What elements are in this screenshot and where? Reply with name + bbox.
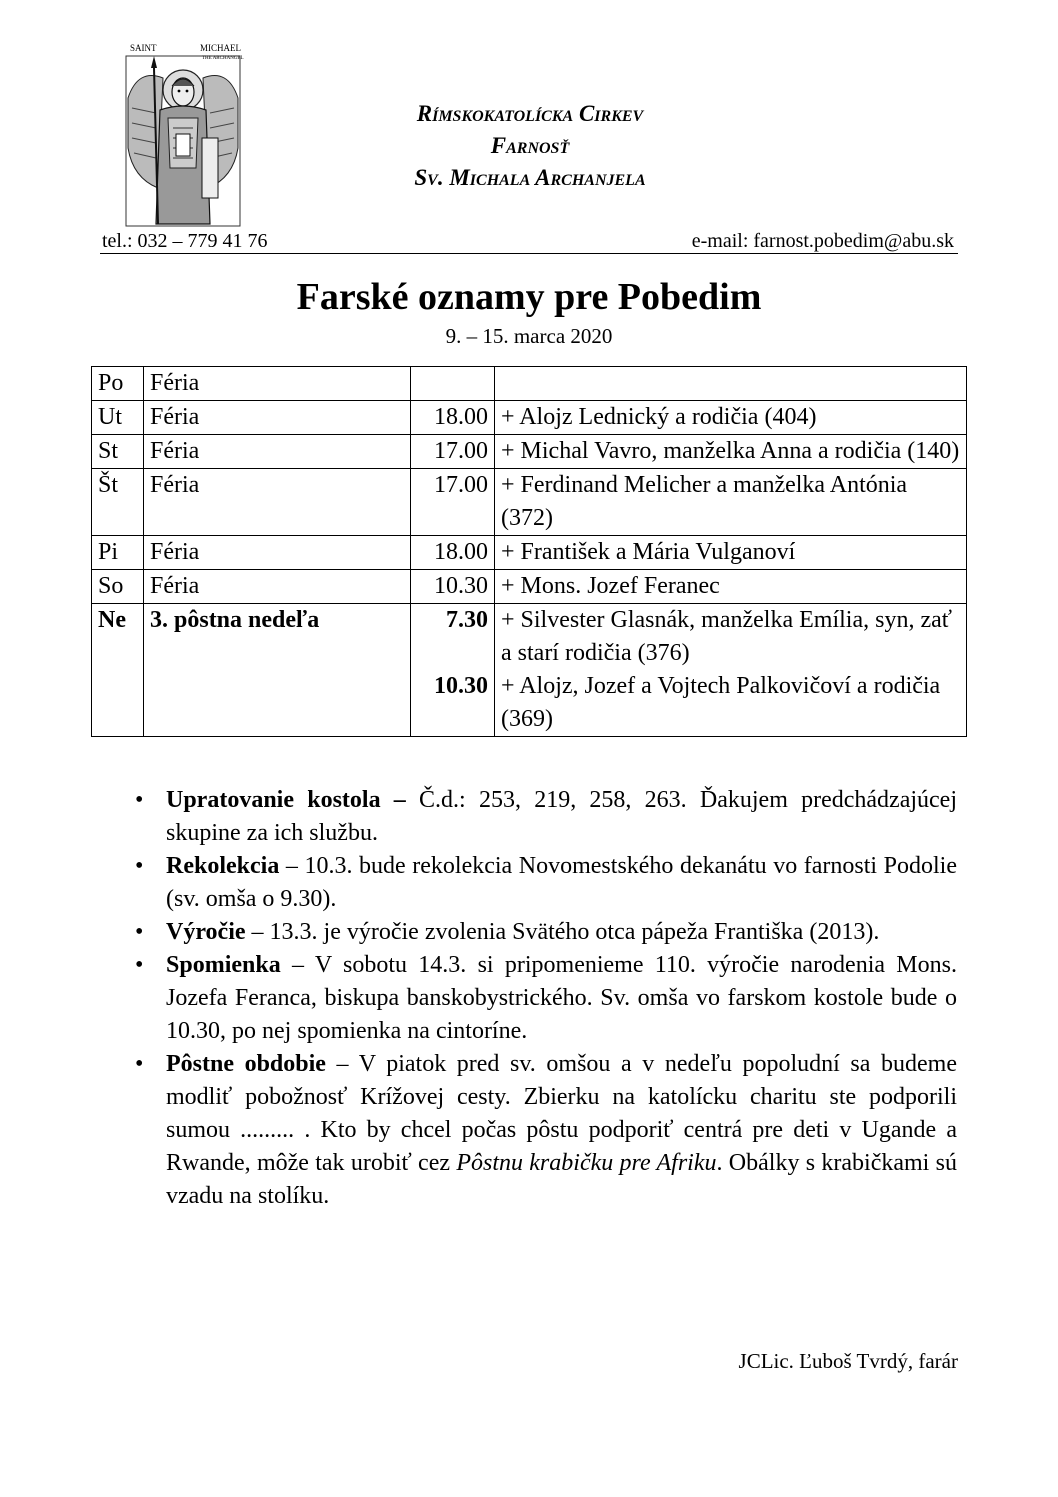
note-heading: Spomienka — [166, 952, 281, 978]
intention-cell — [495, 604, 967, 737]
parish-line1: Rímskokatolícka Cirkev — [416, 101, 644, 126]
table-row — [92, 435, 967, 469]
icon-caption-sub: THE ARCHANGEL — [202, 56, 244, 61]
email-address[interactable]: e-mail: farnost.pobedim@abu.sk — [691, 230, 954, 252]
liturgy-cell: Féria — [144, 401, 411, 435]
time-cell: 17.00 — [411, 469, 495, 536]
day-cell: Ne — [92, 604, 144, 737]
day-cell: Št — [92, 469, 144, 536]
icon-caption-right: MICHAEL — [200, 43, 241, 53]
time-cell: 18.00 — [411, 536, 495, 570]
liturgy-cell: Féria — [144, 367, 411, 401]
list-item — [135, 949, 957, 1048]
intention-cell: + Michal Vavro, manželka Anna a rodičia (140) — [495, 435, 967, 469]
note-heading: Rekolekcia — [166, 853, 280, 879]
day-cell: Po — [92, 367, 144, 401]
day-cell: Ut — [92, 401, 144, 435]
parish-header — [300, 98, 760, 194]
time-second: 10.30 — [434, 673, 488, 699]
day-cell: So — [92, 570, 144, 604]
date-range: 9. – 15. marca 2020 — [445, 324, 613, 348]
announcements-list — [135, 784, 957, 1213]
note-text: – 10.3. bude rekolekcia Novomestského dekanátu vo farnosti Podolie (sv. omša o 9.30). — [166, 853, 957, 912]
signature: JCLic. Ľuboš Tvrdý, farár — [738, 1349, 958, 1373]
phone-number: tel.: 032 – 779 41 76 — [102, 230, 268, 252]
time-cell — [411, 604, 495, 737]
liturgy-cell: Féria — [144, 536, 411, 570]
table-row — [92, 367, 967, 401]
time-cell: 10.30 — [411, 570, 495, 604]
parish-line2: Farnosť — [490, 133, 570, 158]
time-cell: 17.00 — [411, 435, 495, 469]
table-row — [92, 469, 967, 536]
liturgy-cell: 3. pôstna nedeľa — [144, 604, 411, 737]
table-row — [92, 536, 967, 570]
day-cell: Pi — [92, 536, 144, 570]
time-first: 7.30 — [446, 607, 488, 633]
intention-cell: + Alojz Lednický a rodičia (404) — [495, 401, 967, 435]
intention-first: + Silvester Glasnák, manželka Emília, syn, zať a starí rodičia (376) — [501, 607, 952, 666]
time-cell — [411, 367, 495, 401]
table-row — [92, 401, 967, 435]
liturgy-cell: Féria — [144, 469, 411, 536]
list-item — [135, 784, 957, 850]
saint-michael-icon — [118, 38, 248, 228]
note-italic: Pôstnu krabičku pre Afriku — [456, 1150, 717, 1176]
liturgy-cell: Féria — [144, 435, 411, 469]
time-cell: 18.00 — [411, 401, 495, 435]
note-text: – V sobotu 14.3. si pripomenieme 110. výročie narodenia Mons. Jozefa Feranca, biskupa banskobystrického. Sv. omša vo farskom kostole bude o 10.30, po nej spomienka na cintoríne. — [166, 952, 957, 1044]
parish-line3: Sv. Michala Archanjela — [414, 165, 646, 190]
table-row — [92, 570, 967, 604]
table-row-sunday — [92, 604, 967, 737]
note-text: Č.d.: 253, 219, 258, 263. Ďakujem predchádzajúcej skupine za ich službu. — [166, 787, 957, 846]
note-heading: Pôstne obdobie — [166, 1051, 326, 1077]
intention-second: + Alojz, Jozef a Vojtech Palkovičoví a rodičia (369) — [501, 673, 941, 732]
intention-cell: + František a Mária Vulganoví — [495, 536, 967, 570]
intention-cell — [495, 367, 967, 401]
intention-cell: + Ferdinand Melicher a manželka Antónia (372) — [495, 469, 967, 536]
list-item — [135, 850, 957, 916]
note-text: – 13.3. je výročie zvolenia Svätého otca pápeža Františka (2013). — [245, 919, 880, 945]
note-text: – V piatok pred sv. omšou a v nedeľu popoludní sa budeme modliť pobožnosť Krížovej cesty. Zbierku na katolícku charitu ste podporili sumou ......... . Kto by chcel počas pôstu podporiť centrá pre deti v Ugande a Rwande, môže tak urobiť cez — [166, 1051, 957, 1176]
day-cell: St — [92, 435, 144, 469]
note-heading: Upratovanie kostola – — [166, 787, 406, 813]
intention-cell: + Mons. Jozef Feranec — [495, 570, 967, 604]
mass-schedule-table — [91, 366, 967, 737]
list-item — [135, 916, 957, 949]
note-text-end: . Obálky s krabičkami sú vzadu na stolíku. — [166, 1150, 957, 1209]
icon-caption-left: SAINT — [130, 43, 157, 53]
list-item — [135, 1048, 957, 1213]
liturgy-cell: Féria — [144, 570, 411, 604]
contact-line — [100, 229, 958, 254]
note-heading: Výročie — [166, 919, 246, 945]
page-title: Farské oznamy pre Pobedim — [296, 276, 762, 318]
